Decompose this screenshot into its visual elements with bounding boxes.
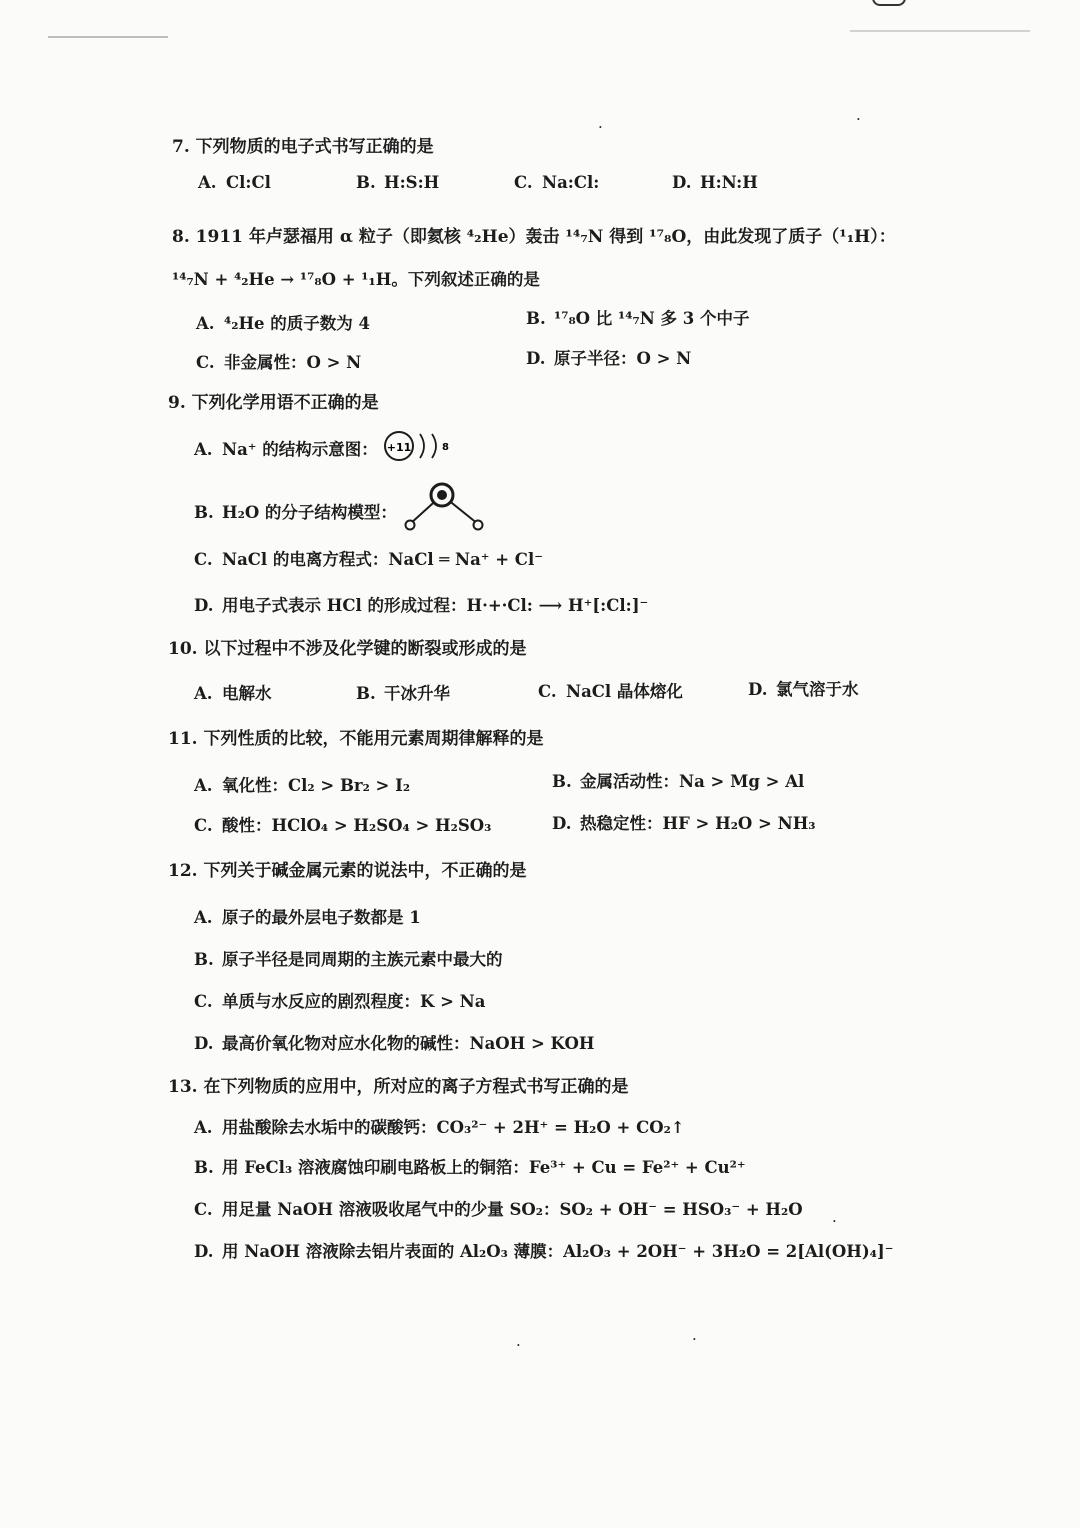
question-7-title: 7. 下列物质的电子式书写正确的是 <box>172 137 434 157</box>
scan-edge-line <box>850 30 1030 32</box>
q8-option-a: A. ⁴₂He 的质子数为 4 <box>196 314 371 333</box>
nucleus-label: +11 <box>386 441 412 454</box>
q13-option-a: A. 用盐酸除去水垢中的碳酸钙：CO₃²⁻ + 2H⁺ = H₂O + CO₂↑ <box>194 1118 685 1137</box>
q11-option-c: C. 酸性：HClO₄ > H₂SO₄ > H₂SO₃ <box>194 816 492 835</box>
na-ion-structure-diagram <box>382 426 462 470</box>
scan-edge-line <box>48 36 168 38</box>
q9-option-b: B. H₂O 的分子结构模型： <box>194 503 397 522</box>
q8-option-b: B. ¹⁷₈O 比 ¹⁴₇N 多 3 个中子 <box>526 309 750 328</box>
q11-option-b: B. 金属活动性：Na > Mg > Al <box>552 772 805 791</box>
scan-speck: · <box>692 1330 697 1348</box>
q9-option-c: C. NaCl 的电离方程式：NaCl ═ Na⁺ + Cl⁻ <box>194 550 543 569</box>
q10-option-d: D. 氯气溶于水 <box>748 680 859 699</box>
q12-option-c: C. 单质与水反应的剧烈程度：K > Na <box>194 992 486 1011</box>
question-11-title: 11. 下列性质的比较，不能用元素周期律解释的是 <box>168 729 544 749</box>
q12-option-b: B. 原子半径是同周期的主族元素中最大的 <box>194 950 503 969</box>
scan-speck: · <box>856 110 861 128</box>
q7-option-d: D. H:N:H <box>672 173 758 192</box>
q8-option-d: D. 原子半径：O > N <box>526 349 692 368</box>
question-9-title: 9. 下列化学用语不正确的是 <box>168 393 379 413</box>
question-10-title: 10. 以下过程中不涉及化学键的断裂或形成的是 <box>168 639 527 659</box>
q7-option-b: B. H:S:H <box>356 173 440 192</box>
q9-option-d: D. 用电子式表示 HCl 的形成过程：H·+·Cl: ⟶ H⁺[:Cl:]⁻ <box>194 596 649 615</box>
q10-option-a: A. 电解水 <box>194 684 272 703</box>
q13-option-c: C. 用足量 NaOH 溶液吸收尾气中的少量 SO₂：SO₂ + OH⁻ = HSO₃⁻ + H₂O <box>194 1200 803 1219</box>
q8-option-c: C. 非金属性：O > N <box>196 353 362 372</box>
outer-shell-electrons: 8 <box>442 442 449 453</box>
question-12-title: 12. 下列关于碱金属元素的说法中，不正确的是 <box>168 861 527 881</box>
q10-option-c: C. NaCl 晶体熔化 <box>538 682 683 701</box>
question-8-title: 8. 1911 年卢瑟福用 α 粒子（即氦核 ⁴₂He）轰击 ¹⁴₇N 得到 ¹⁷₈O，由此发现了质子（¹₁H）： <box>172 227 896 247</box>
q12-option-a: A. 原子的最外层电子数都是 1 <box>194 908 421 927</box>
q11-option-d: D. 热稳定性：HF > H₂O > NH₃ <box>552 814 816 833</box>
scan-speck: · <box>598 118 603 136</box>
question-13-title: 13. 在下列物质的应用中，所对应的离子方程式书写正确的是 <box>168 1077 629 1097</box>
q12-option-d: D. 最高价氧化物对应水化物的碱性：NaOH > KOH <box>194 1034 595 1053</box>
q11-option-a: A. 氧化性：Cl₂ > Br₂ > I₂ <box>194 776 411 795</box>
q10-option-b: B. 干冰升华 <box>356 684 450 703</box>
scan-speck: · <box>516 1336 521 1354</box>
q13-option-d: D. 用 NaOH 溶液除去铝片表面的 Al₂O₃ 薄膜：Al₂O₃ + 2OH⁻ + 3H₂O = 2[Al(OH)₄]⁻ <box>194 1242 894 1261</box>
q7-option-a: A. Cl:Cl <box>198 173 271 192</box>
q13-option-b: B. 用 FeCl₃ 溶液腐蚀印刷电路板上的铜箔：Fe³⁺ + Cu = Fe²⁺ + Cu²⁺ <box>194 1158 746 1177</box>
page-corner-mark <box>872 0 906 6</box>
q7-option-c: C. Na:Cl: <box>514 173 600 192</box>
q8-equation: ¹⁴₇N + ⁴₂He → ¹⁷₈O + ¹₁H。下列叙述正确的是 <box>172 270 540 289</box>
water-molecule-model <box>398 480 488 534</box>
q9-option-a: A. Na⁺ 的结构示意图： <box>194 440 378 459</box>
scan-speck: · <box>832 1212 837 1230</box>
